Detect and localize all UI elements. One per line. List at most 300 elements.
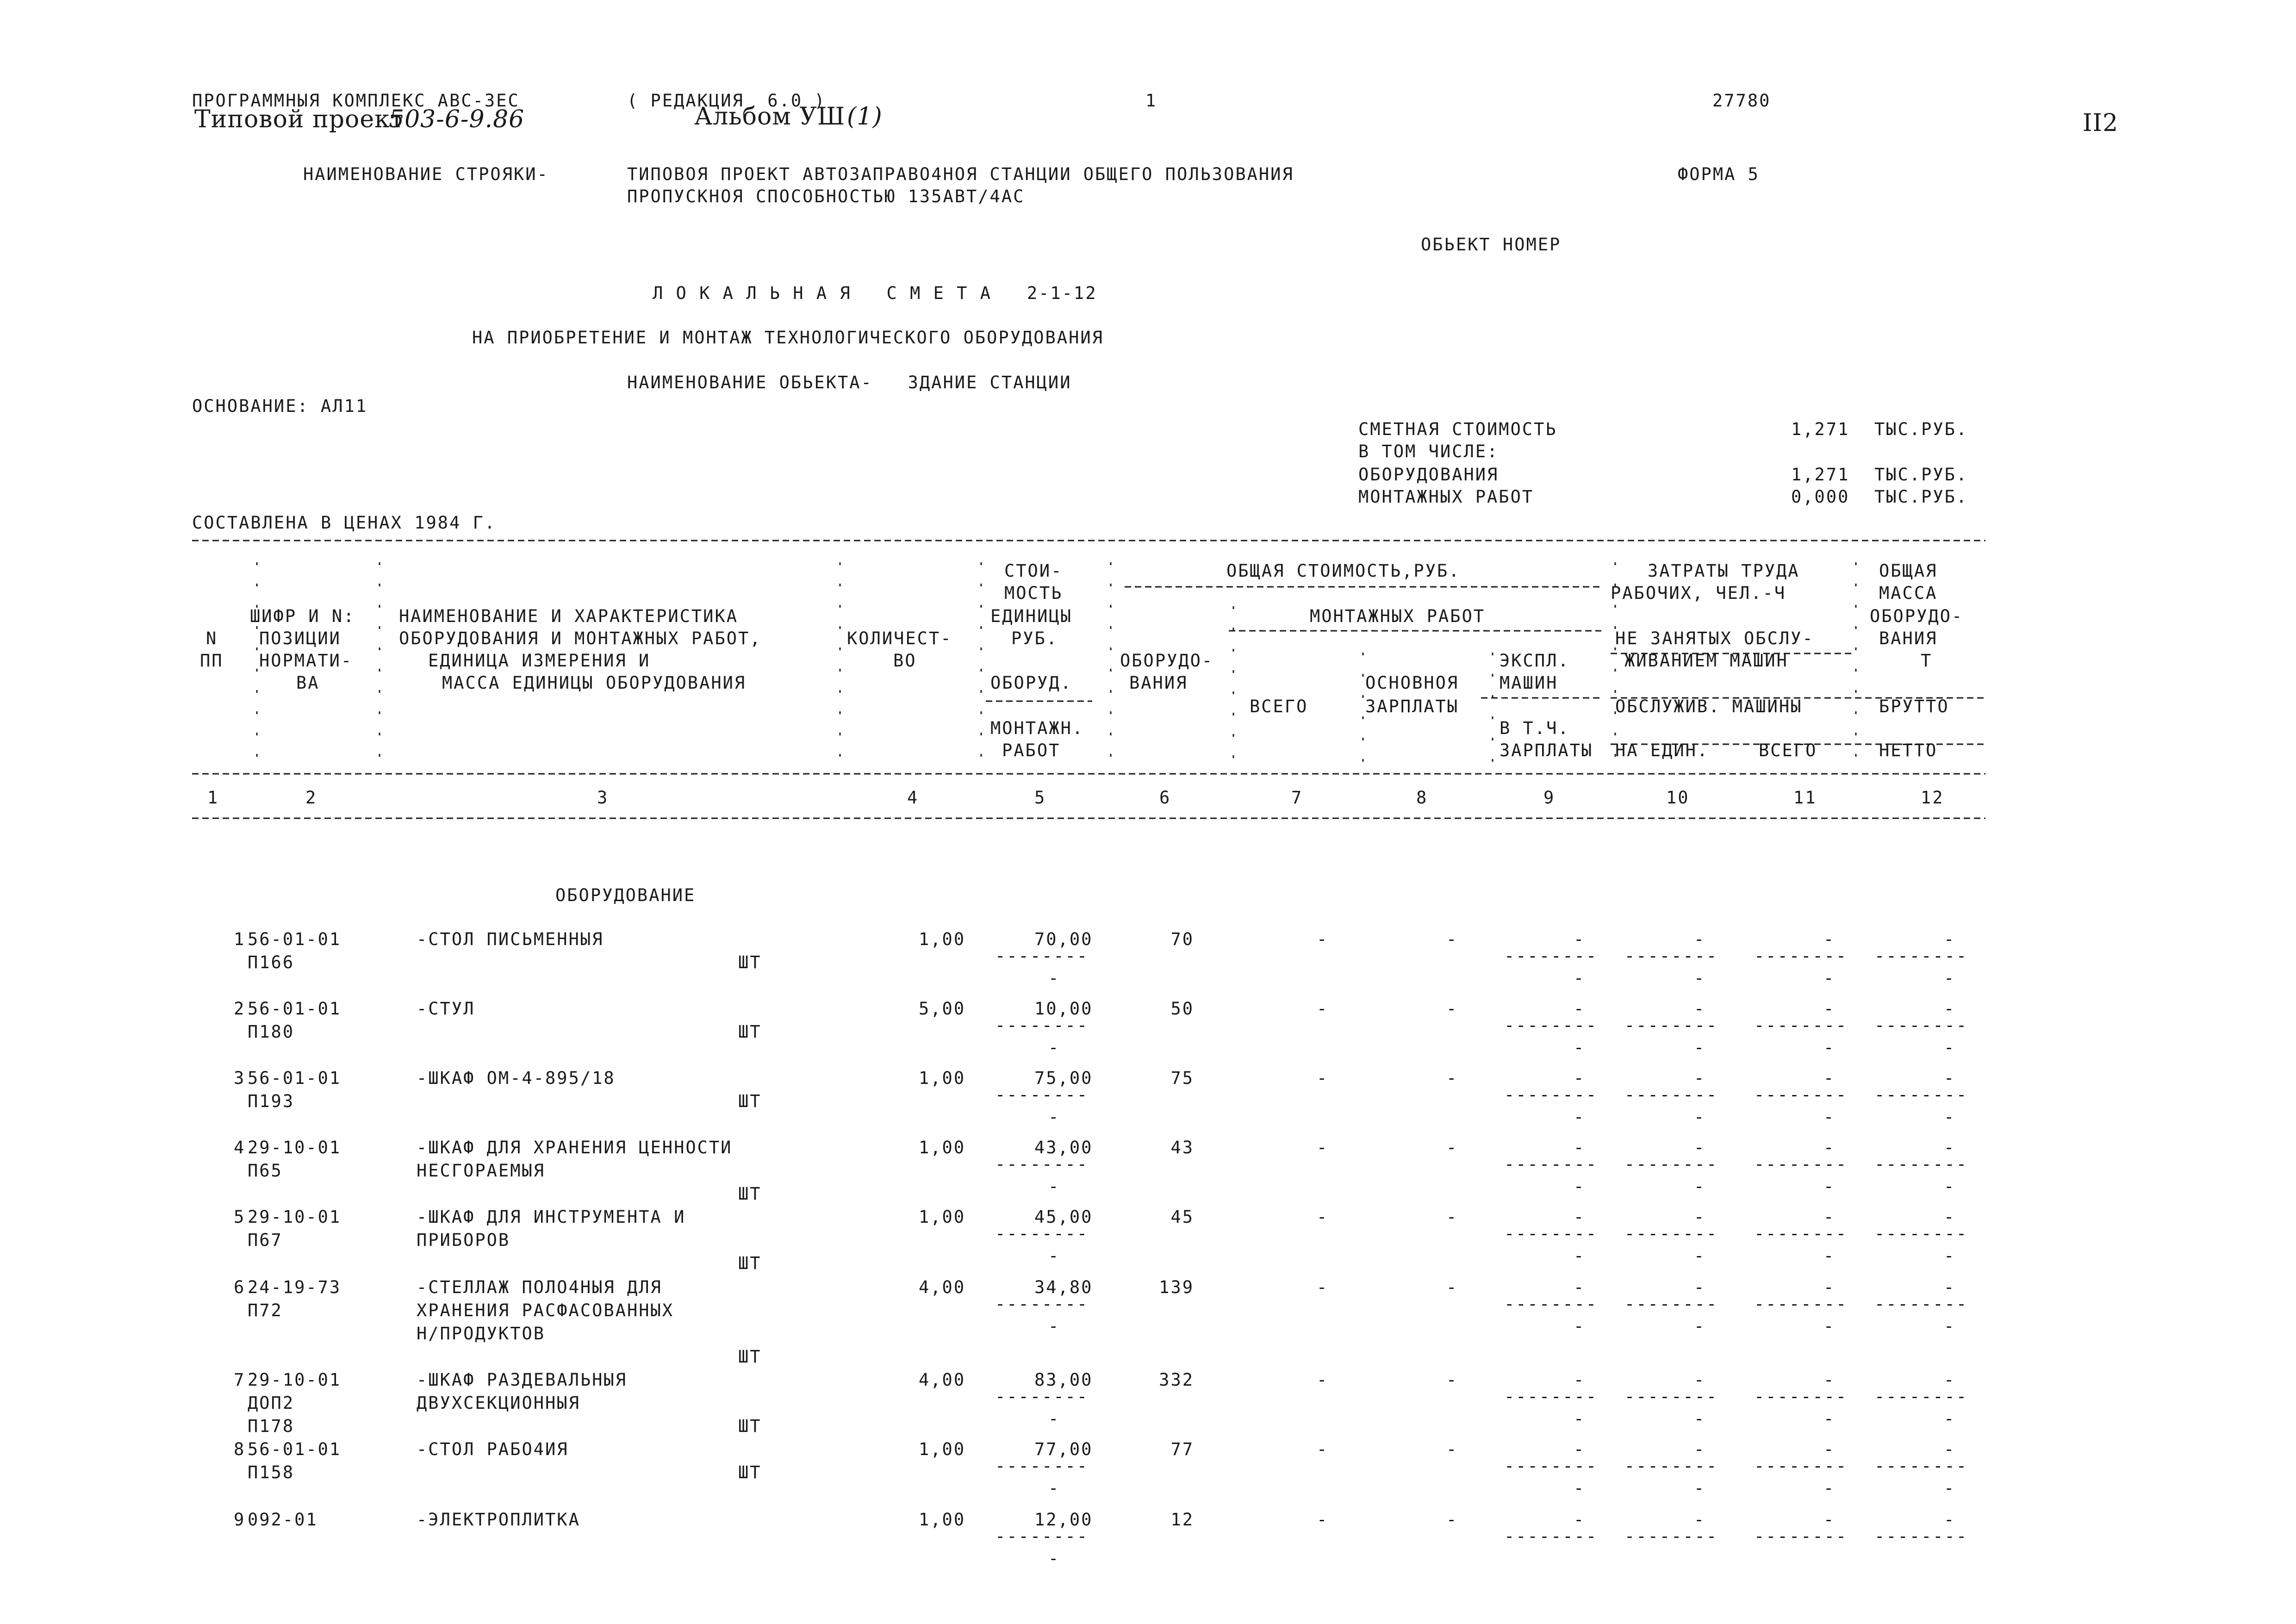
row-col10-mark: - <box>1694 1439 1706 1459</box>
row-equipment-cost: 332 <box>1159 1370 1194 1390</box>
row-col12-underline: -------- <box>1874 1526 1968 1546</box>
row-col10-mark-lower: - <box>1694 1316 1706 1336</box>
row-code: П72 <box>248 1300 283 1320</box>
col-number-8: 8 <box>1416 788 1428 808</box>
header-code-3: НОРМАТИ- <box>259 651 353 671</box>
header-price-2: МОСТЬ <box>1004 583 1063 603</box>
row-col11-mark: - <box>1823 929 1836 949</box>
row-base-wages: - <box>1446 999 1458 1019</box>
row-installation-price: - <box>1048 1176 1060 1196</box>
construction-line-2: ПРОПУСКНОЯ СПОСОБНОСТЬЮ 135АВТ/4АС <box>627 187 1025 206</box>
row-col10-mark: - <box>1694 1277 1706 1297</box>
col-number-2: 2 <box>305 788 317 808</box>
project-number: 503-6-9.86 <box>389 106 525 133</box>
row-quantity: 1,00 <box>919 1439 966 1459</box>
row-quantity: 1,00 <box>919 1207 966 1227</box>
row-col11-mark: - <box>1823 1510 1836 1530</box>
row-equipment-cost: 43 <box>1170 1138 1194 1157</box>
header-name-2: ОБОРУДОВАНИЯ И МОНТАЖНЫХ РАБОТ, <box>399 628 762 648</box>
row-col10-mark-lower: - <box>1694 1038 1706 1058</box>
row-col10-underline: -------- <box>1624 1456 1718 1476</box>
row-col10-underline: -------- <box>1624 1387 1718 1406</box>
row-col12-mark: - <box>1944 1207 1956 1227</box>
prices-basis: СОСТАВЛЕНА В ЦЕНАХ 1984 Г. <box>192 513 497 533</box>
row-code: 29-10-01 <box>248 1370 342 1390</box>
summary-label-installation: МОНТАЖНЫХ РАБОТ <box>1358 487 1534 507</box>
row-col12-underline: -------- <box>1874 1015 1968 1035</box>
row-col9-mark: - <box>1574 1370 1586 1390</box>
header-machines-2: МАШИН <box>1500 673 1558 693</box>
row-col9-mark: - <box>1574 1277 1586 1297</box>
row-equipment-cost: 77 <box>1170 1439 1194 1459</box>
row-unit: ШТ <box>738 952 762 972</box>
row-col11-mark: - <box>1823 1277 1836 1297</box>
row-code: П67 <box>248 1230 283 1250</box>
row-col11-underline: -------- <box>1754 1456 1848 1476</box>
header-wages-1: ОСНОВНОЯ <box>1365 673 1459 693</box>
header-qty-1: КОЛИЧЕСТ- <box>847 628 952 648</box>
row-col12-underline: -------- <box>1874 1294 1968 1314</box>
row-quantity: 5,00 <box>919 999 966 1019</box>
row-col12-mark: - <box>1944 1439 1956 1459</box>
row-installation-price: - <box>1048 1038 1060 1058</box>
row-col10-underline: -------- <box>1624 1154 1718 1174</box>
col-number-5: 5 <box>1034 788 1046 808</box>
header-price-5: ОБОРУД. <box>990 673 1072 693</box>
header-per-unit: НА ЕДИН. <box>1615 740 1709 760</box>
row-col10-mark-lower: - <box>1694 1246 1706 1266</box>
row-number: 6 <box>234 1277 246 1297</box>
header-labor-sub-1: НЕ ЗАНЯТЫХ ОБСЛУ- <box>1615 628 1814 648</box>
row-col12-mark-lower: - <box>1944 1176 1956 1196</box>
row-number: 7 <box>234 1370 246 1390</box>
row-quantity: 1,00 <box>919 1068 966 1088</box>
row-unit: ШТ <box>738 1253 762 1273</box>
row-col9-mark-lower: - <box>1574 1409 1586 1429</box>
row-price-underline: -------- <box>995 1294 1089 1314</box>
row-col9-underline: -------- <box>1504 1085 1598 1105</box>
row-name: -ШКАФ ДЛЯ ИНСТРУМЕНТА И <box>417 1207 686 1227</box>
row-name: -ШКАФ ДЛЯ ХРАНЕНИЯ ЦЕННОСТИ <box>417 1138 733 1157</box>
row-col12-mark-lower: - <box>1944 1246 1956 1266</box>
header-code-2: ПОЗИЦИИ <box>259 628 341 648</box>
header-mass-5: Т <box>1921 651 1933 671</box>
row-col11-mark: - <box>1823 1439 1836 1459</box>
summary-value-installation: 0,000 <box>1791 487 1850 507</box>
row-col12-mark: - <box>1944 1370 1956 1390</box>
row-col9-mark-lower: - <box>1574 1107 1586 1127</box>
sheet-number: II2 <box>2083 109 2119 137</box>
row-col10-mark: - <box>1694 1370 1706 1390</box>
row-col10-mark-lower: - <box>1694 968 1706 988</box>
row-col11-mark-lower: - <box>1823 1409 1836 1429</box>
row-total-installation: - <box>1317 1510 1329 1530</box>
row-quantity: 4,00 <box>919 1370 966 1390</box>
row-installation-price: - <box>1048 1549 1060 1568</box>
section-title: ОБОРУДОВАНИЕ <box>555 885 696 905</box>
row-col11-mark-lower: - <box>1823 1316 1836 1336</box>
row-code: П178 <box>248 1416 295 1436</box>
row-col11-mark: - <box>1823 1068 1836 1088</box>
row-name: -СТОЛ РАБО4ИЯ <box>417 1439 569 1459</box>
row-name: Н/ПРОДУКТОВ <box>417 1324 546 1344</box>
row-number: 1 <box>234 929 246 949</box>
row-number: 5 <box>234 1207 246 1227</box>
header-price-6: МОНТАЖН. <box>990 718 1084 738</box>
row-col9-mark-lower: - <box>1574 1176 1586 1196</box>
row-col9-underline: -------- <box>1504 1224 1598 1244</box>
row-code: 56-01-01 <box>248 999 342 1019</box>
row-col12-underline: -------- <box>1874 1085 1968 1105</box>
row-unit-price: 83,00 <box>1034 1370 1093 1390</box>
header-name-1: НАИМЕНОВАНИЕ И ХАРАКТЕРИСТИКА <box>399 606 739 626</box>
row-equipment-cost: 12 <box>1170 1510 1194 1530</box>
row-col12-mark-lower: - <box>1944 1107 1956 1127</box>
header-code-1: ШИФР И N: <box>250 606 355 626</box>
row-col9-mark-lower: - <box>1574 1316 1586 1336</box>
row-code: 29-10-01 <box>248 1138 342 1157</box>
row-price-underline: -------- <box>995 1085 1089 1105</box>
row-col12-mark-lower: - <box>1944 1038 1956 1058</box>
row-col10-underline: -------- <box>1624 1294 1718 1314</box>
row-col10-mark: - <box>1694 999 1706 1019</box>
row-code: П158 <box>248 1462 295 1482</box>
header-labor-sub-3: ОБСЛУЖИВ. МАШИНЫ <box>1615 697 1803 716</box>
row-col12-mark-lower: - <box>1944 1316 1956 1336</box>
row-col9-mark: - <box>1574 1439 1586 1459</box>
row-unit-price: 34,80 <box>1034 1277 1093 1297</box>
col-number-7: 7 <box>1291 788 1303 808</box>
construction-label: НАИМЕНОВАНИЕ СТРОЯКИ- <box>303 164 549 184</box>
row-col9-mark: - <box>1574 1068 1586 1088</box>
row-base-wages: - <box>1446 1138 1458 1157</box>
object-name: НАИМЕНОВАНИЕ ОБЬЕКТА- ЗДАНИЕ СТАНЦИИ <box>627 373 1072 392</box>
row-equipment-cost: 50 <box>1170 999 1194 1019</box>
row-unit-price: 43,00 <box>1034 1138 1093 1157</box>
row-price-underline: -------- <box>995 1387 1089 1406</box>
col-number-11: 11 <box>1793 788 1817 808</box>
row-base-wages: - <box>1446 1207 1458 1227</box>
row-col9-mark-lower: - <box>1574 1478 1586 1498</box>
row-col12-mark: - <box>1944 1138 1956 1157</box>
row-code: 56-01-01 <box>248 1439 342 1459</box>
header-labor-total: ВСЕГО <box>1759 740 1817 760</box>
row-col11-mark: - <box>1823 1138 1836 1157</box>
edition: ( РЕДАКЦИЯ 6.0 ) <box>627 91 826 111</box>
row-total-installation: - <box>1317 1439 1329 1459</box>
summary-unit-total: ТЫС.РУБ. <box>1874 419 1968 439</box>
row-col11-mark: - <box>1823 1207 1836 1227</box>
summary-value-total: 1,271 <box>1791 419 1850 439</box>
row-col10-underline: -------- <box>1624 946 1718 966</box>
header-price-7: РАБОТ <box>1002 740 1061 760</box>
row-code: П166 <box>248 952 295 972</box>
page-number: 1 <box>1145 91 1157 111</box>
row-unit: ШТ <box>738 1462 762 1482</box>
estimate-title: Л О К А Л Ь Н А Я С М Е Т А 2-1-12 <box>653 283 1097 303</box>
row-col12-underline: -------- <box>1874 1456 1968 1476</box>
summary-label-incl: В ТОМ ЧИСЛЕ: <box>1358 442 1499 461</box>
col-number-3: 3 <box>597 788 609 808</box>
row-quantity: 1,00 <box>919 1510 966 1530</box>
row-col10-mark-lower: - <box>1694 1176 1706 1196</box>
header-machines-3: В Т.Ч. <box>1500 718 1570 738</box>
header-code-4: ВА <box>296 673 320 693</box>
row-name: -СТУЛ <box>417 999 475 1019</box>
row-code: 56-01-01 <box>248 1068 342 1088</box>
row-col11-mark-lower: - <box>1823 1038 1836 1058</box>
header-mass-2: МАССА <box>1879 583 1938 603</box>
row-total-installation: - <box>1317 1068 1329 1088</box>
estimate-subtitle: НА ПРИОБРЕТЕНИЕ И МОНТАЖ ТЕХНОЛОГИЧЕСКОГО ОБОРУДОВАНИЯ <box>472 328 1104 348</box>
row-col12-mark: - <box>1944 1068 1956 1088</box>
row-base-wages: - <box>1446 1510 1458 1530</box>
program-name: ПРОГРАММНЫЯ КОМПЛЕКС АВС-ЗЕС <box>192 91 520 111</box>
row-name: -СТОЛ ПИСЬМЕННЫЯ <box>417 929 604 949</box>
row-col11-mark-lower: - <box>1823 1246 1836 1266</box>
row-col11-mark-lower: - <box>1823 1478 1836 1498</box>
row-base-wages: - <box>1446 1068 1458 1088</box>
row-name: ДВУХСЕКЦИОННЫЯ <box>417 1393 580 1413</box>
row-price-underline: -------- <box>995 1015 1089 1035</box>
row-installation-price: - <box>1048 1409 1060 1429</box>
row-quantity: 1,00 <box>919 1138 966 1157</box>
row-quantity: 1,00 <box>919 929 966 949</box>
row-col12-underline: -------- <box>1874 1224 1968 1244</box>
row-installation-price: - <box>1048 1478 1060 1498</box>
row-unit-price: 12,00 <box>1034 1510 1093 1530</box>
row-col10-mark: - <box>1694 1068 1706 1088</box>
row-col12-mark-lower: - <box>1944 968 1956 988</box>
row-code: 24-19-73 <box>248 1277 342 1297</box>
construction-line-1: ТИПОВОЯ ПРОЕКТ АВТОЗАПРАВО4НОЯ СТАНЦИИ ОБЩЕГО ПОЛЬЗОВАНИЯ <box>627 164 1294 184</box>
row-col11-underline: -------- <box>1754 1224 1848 1244</box>
summary-value-equipment: 1,271 <box>1791 465 1850 485</box>
row-code: 29-10-01 <box>248 1207 342 1227</box>
row-col9-mark: - <box>1574 1510 1586 1530</box>
header-mass-3: ОБОРУДО- <box>1870 606 1964 626</box>
row-number: 3 <box>234 1068 246 1088</box>
row-col9-underline: -------- <box>1504 1456 1598 1476</box>
row-equipment-cost: 45 <box>1170 1207 1194 1227</box>
header-mass-6: БРУТТО <box>1879 697 1949 716</box>
row-col11-underline: -------- <box>1754 1015 1848 1035</box>
row-col9-underline: -------- <box>1504 1154 1598 1174</box>
row-code: П180 <box>248 1022 295 1042</box>
row-col10-mark-lower: - <box>1694 1107 1706 1127</box>
row-col10-mark: - <box>1694 1207 1706 1227</box>
header-name-3: ЕДИНИЦА ИЗМЕРЕНИЯ И <box>428 651 651 671</box>
row-base-wages: - <box>1446 1277 1458 1297</box>
header-price-4: РУБ. <box>1011 628 1058 648</box>
row-total-installation: - <box>1317 999 1329 1019</box>
row-col11-mark-lower: - <box>1823 1176 1836 1196</box>
row-col10-mark: - <box>1694 1138 1706 1157</box>
row-col12-mark: - <box>1944 1510 1956 1530</box>
row-col12-underline: -------- <box>1874 1154 1968 1174</box>
row-number: 8 <box>234 1439 246 1459</box>
row-name: НЕСГОРАЕМЫЯ <box>417 1161 546 1181</box>
row-col9-mark-lower: - <box>1574 1246 1586 1266</box>
row-total-installation: - <box>1317 1370 1329 1390</box>
row-col10-mark-lower: - <box>1694 1409 1706 1429</box>
album-label: Альбом УШ <box>694 103 846 131</box>
row-unit-price: 45,00 <box>1034 1207 1093 1227</box>
col-number-4: 4 <box>907 788 919 808</box>
row-total-installation: - <box>1317 1138 1329 1157</box>
row-price-underline: -------- <box>995 1526 1089 1546</box>
header-labor-sub-2: ЖИВАНИЕМ МАШИН <box>1624 651 1788 671</box>
header-mass-7: НЕТТО <box>1879 740 1938 760</box>
row-col11-underline: -------- <box>1754 1294 1848 1314</box>
document-code: 27780 <box>1712 91 1771 111</box>
row-col11-mark-lower: - <box>1823 1107 1836 1127</box>
row-col11-mark-lower: - <box>1823 968 1836 988</box>
header-labor-1: ЗАТРАТЫ ТРУДА <box>1648 561 1800 581</box>
row-col11-mark: - <box>1823 1370 1836 1390</box>
row-col9-underline: -------- <box>1504 1015 1598 1035</box>
row-unit: ШТ <box>738 1416 762 1436</box>
row-col10-mark: - <box>1694 929 1706 949</box>
row-base-wages: - <box>1446 1370 1458 1390</box>
row-total-installation: - <box>1317 1207 1329 1227</box>
row-base-wages: - <box>1446 1439 1458 1459</box>
row-col10-underline: -------- <box>1624 1224 1718 1244</box>
row-col9-mark-lower: - <box>1574 968 1586 988</box>
row-price-underline: -------- <box>995 1456 1089 1476</box>
header-mass-4: ВАНИЯ <box>1879 628 1938 648</box>
row-unit-price: 77,00 <box>1034 1439 1093 1459</box>
row-code: П193 <box>248 1091 295 1111</box>
row-price-underline: -------- <box>995 946 1089 966</box>
row-col9-mark: - <box>1574 1207 1586 1227</box>
row-code: 092-01 <box>248 1510 318 1530</box>
header-installation: МОНТАЖНЫХ РАБОТ <box>1310 606 1486 626</box>
header-n-2: ПП <box>200 651 224 671</box>
row-col9-underline: -------- <box>1504 1526 1598 1546</box>
row-unit-price: 75,00 <box>1034 1068 1093 1088</box>
row-unit: ШТ <box>738 1184 762 1204</box>
row-installation-price: - <box>1048 1107 1060 1127</box>
row-col10-mark: - <box>1694 1510 1706 1530</box>
row-name: -ШКАФ РАЗДЕВАЛЬНЫЯ <box>417 1370 627 1390</box>
row-number: 4 <box>234 1138 246 1157</box>
header-wages-2: ЗАРПЛАТЫ <box>1365 697 1459 716</box>
header-price-3: ЕДИНИЦЫ <box>990 606 1072 626</box>
row-installation-price: - <box>1048 968 1060 988</box>
row-col12-underline: -------- <box>1874 1387 1968 1406</box>
row-col9-mark-lower: - <box>1574 1038 1586 1058</box>
row-base-wages: - <box>1446 929 1458 949</box>
row-col12-mark-lower: - <box>1944 1478 1956 1498</box>
row-installation-price: - <box>1048 1246 1060 1266</box>
row-col11-underline: -------- <box>1754 1085 1848 1105</box>
header-equip-2: ВАНИЯ <box>1129 673 1188 693</box>
row-col11-underline: -------- <box>1754 946 1848 966</box>
row-number: 2 <box>234 999 246 1019</box>
row-col12-mark: - <box>1944 1277 1956 1297</box>
row-code: 56-01-01 <box>248 929 342 949</box>
album-number: (1) <box>847 103 883 131</box>
header-machines-1: ЭКСПЛ. <box>1500 651 1570 671</box>
row-col12-mark: - <box>1944 999 1956 1019</box>
object-number: ОБЬЕКТ НОМЕР <box>1421 235 1562 255</box>
row-col9-underline: -------- <box>1504 1294 1598 1314</box>
row-code: ДОП2 <box>248 1393 295 1413</box>
summary-unit-installation: ТЫС.РУБ. <box>1874 487 1968 507</box>
row-price-underline: -------- <box>995 1224 1089 1244</box>
summary-label-total: СМЕТНАЯ СТОИМОСТЬ <box>1358 419 1557 439</box>
row-price-underline: -------- <box>995 1154 1089 1174</box>
row-equipment-cost: 70 <box>1170 929 1194 949</box>
header-equip-1: ОБОРУДО- <box>1120 651 1214 671</box>
header-machines-4: ЗАРПЛАТЫ <box>1500 740 1593 760</box>
col-number-10: 10 <box>1666 788 1690 808</box>
row-unit-price: 70,00 <box>1034 929 1093 949</box>
row-equipment-cost: 75 <box>1170 1068 1194 1088</box>
row-number: 9 <box>234 1510 246 1530</box>
project-label: Типовой проект <box>194 106 404 133</box>
basis: ОСНОВАНИЕ: АЛ11 <box>192 396 368 416</box>
row-code: П65 <box>248 1161 283 1181</box>
row-name: ХРАНЕНИЯ РАСФАСОВАННЫХ <box>417 1300 674 1320</box>
col-number-6: 6 <box>1159 788 1171 808</box>
header-name-4: МАССА ЕДИНИЦЫ ОБОРУДОВАНИЯ <box>442 673 747 693</box>
col-number-12: 12 <box>1921 788 1944 808</box>
row-unit: ШТ <box>738 1022 762 1042</box>
row-col10-underline: -------- <box>1624 1015 1718 1035</box>
row-col9-underline: -------- <box>1504 946 1598 966</box>
row-col11-mark: - <box>1823 999 1836 1019</box>
row-unit-price: 10,00 <box>1034 999 1093 1019</box>
header-qty-2: ВО <box>893 651 917 671</box>
row-total-installation: - <box>1317 1277 1329 1297</box>
row-col10-underline: -------- <box>1624 1085 1718 1105</box>
row-unit: ШТ <box>738 1347 762 1367</box>
row-col10-underline: -------- <box>1624 1526 1718 1546</box>
row-unit: ШТ <box>738 1091 762 1111</box>
row-col12-underline: -------- <box>1874 946 1968 966</box>
row-col12-mark-lower: - <box>1944 1409 1956 1429</box>
row-name: -СТЕЛЛАЖ ПОЛО4НЫЯ ДЛЯ <box>417 1277 662 1297</box>
header-total-cost: ОБЩАЯ СТОИМОСТЬ,РУБ. <box>1226 561 1461 581</box>
row-col11-underline: -------- <box>1754 1154 1848 1174</box>
row-col12-mark: - <box>1944 929 1956 949</box>
row-col11-underline: -------- <box>1754 1526 1848 1546</box>
row-equipment-cost: 139 <box>1159 1277 1194 1297</box>
header-mass-1: ОБЩАЯ <box>1879 561 1938 581</box>
row-col9-mark: - <box>1574 999 1586 1019</box>
row-col9-underline: -------- <box>1504 1387 1598 1406</box>
col-number-9: 9 <box>1543 788 1556 808</box>
summary-label-equipment: ОБОРУДОВАНИЯ <box>1358 465 1499 485</box>
form-number: ФОРМА 5 <box>1678 164 1760 184</box>
header-total-7: ВСЕГО <box>1250 697 1308 716</box>
row-col11-underline: -------- <box>1754 1387 1848 1406</box>
row-name: ПРИБОРОВ <box>417 1230 510 1250</box>
summary-unit-equipment: ТЫС.РУБ. <box>1874 465 1968 485</box>
row-total-installation: - <box>1317 929 1329 949</box>
row-name: -ШКАФ ОМ-4-895/18 <box>417 1068 616 1088</box>
row-name: -ЭЛЕКТРОПЛИТКА <box>417 1510 580 1530</box>
header-labor-2: РАБОЧИХ, ЧЕЛ.-Ч <box>1611 583 1786 603</box>
row-col9-mark: - <box>1574 929 1586 949</box>
row-installation-price: - <box>1048 1316 1060 1336</box>
col-number-1: 1 <box>207 788 219 808</box>
header-n-1: N <box>206 628 218 648</box>
header-price-1: СТОИ- <box>1004 561 1063 581</box>
row-quantity: 4,00 <box>919 1277 966 1297</box>
